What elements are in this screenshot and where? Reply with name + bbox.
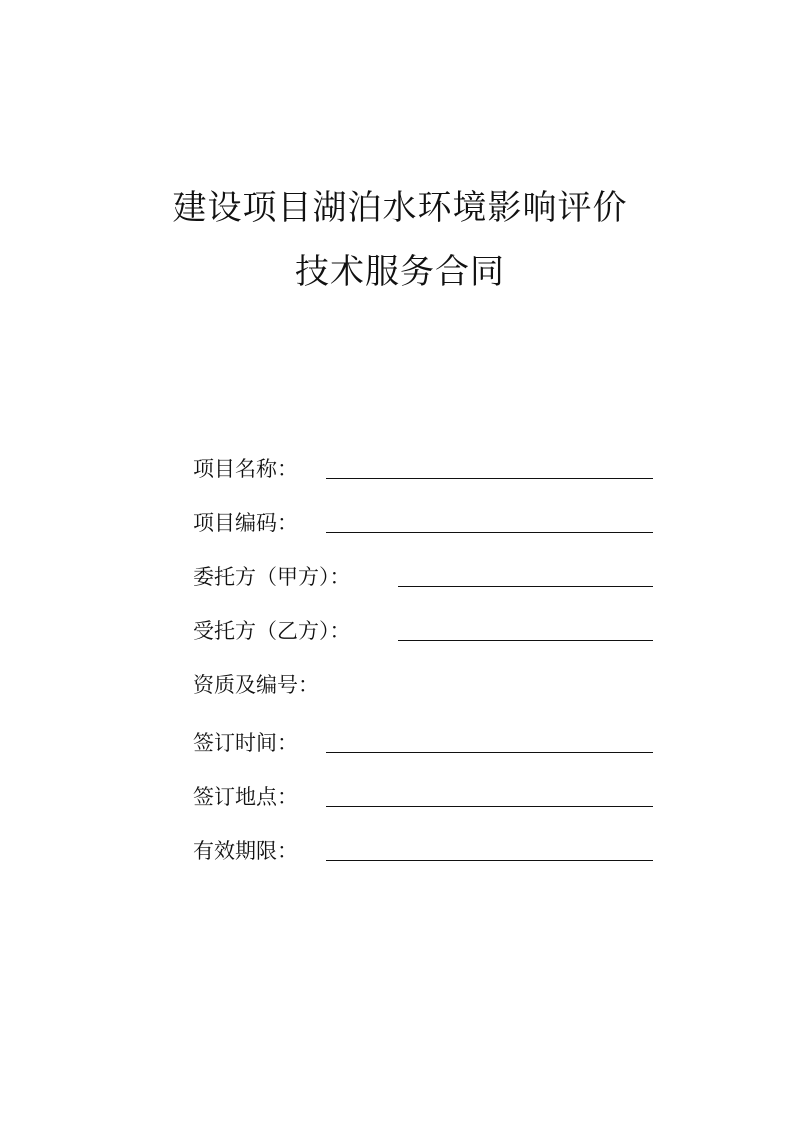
title-line-1: 建设项目湖泊水环境影响评价 <box>172 188 628 228</box>
field-validity-period <box>193 816 653 870</box>
field-client-party-a <box>193 542 653 596</box>
field-project-code <box>193 488 653 542</box>
title-line-2: 技术服务合同 <box>295 252 505 292</box>
document-title <box>0 186 800 294</box>
validity-period-label: 有效期限： <box>193 839 298 863</box>
client-party-a-label: 委托方（甲方）： <box>193 565 351 589</box>
project-name-label: 项目名称： <box>193 457 298 481</box>
project-code-label: 项目编码： <box>193 511 298 535</box>
client-party-a-blank[interactable] <box>398 586 653 587</box>
field-project-name <box>193 434 653 488</box>
contractor-party-b-blank[interactable] <box>398 640 653 641</box>
signing-date-label: 签订时间： <box>193 731 298 755</box>
project-code-blank[interactable] <box>326 532 653 533</box>
signing-place-blank[interactable] <box>326 806 653 807</box>
field-contractor-party-b <box>193 596 653 650</box>
field-signing-date <box>193 704 653 762</box>
project-name-blank[interactable] <box>326 478 653 479</box>
validity-period-blank[interactable] <box>326 860 653 861</box>
signing-date-blank[interactable] <box>326 752 653 753</box>
signing-place-label: 签订地点： <box>193 785 298 809</box>
field-qualification-number <box>193 650 653 704</box>
contractor-party-b-label: 受托方（乙方）： <box>193 619 351 643</box>
contract-info-fields <box>193 434 653 870</box>
field-signing-place <box>193 762 653 816</box>
qualification-number-label: 资质及编号： <box>193 673 319 697</box>
